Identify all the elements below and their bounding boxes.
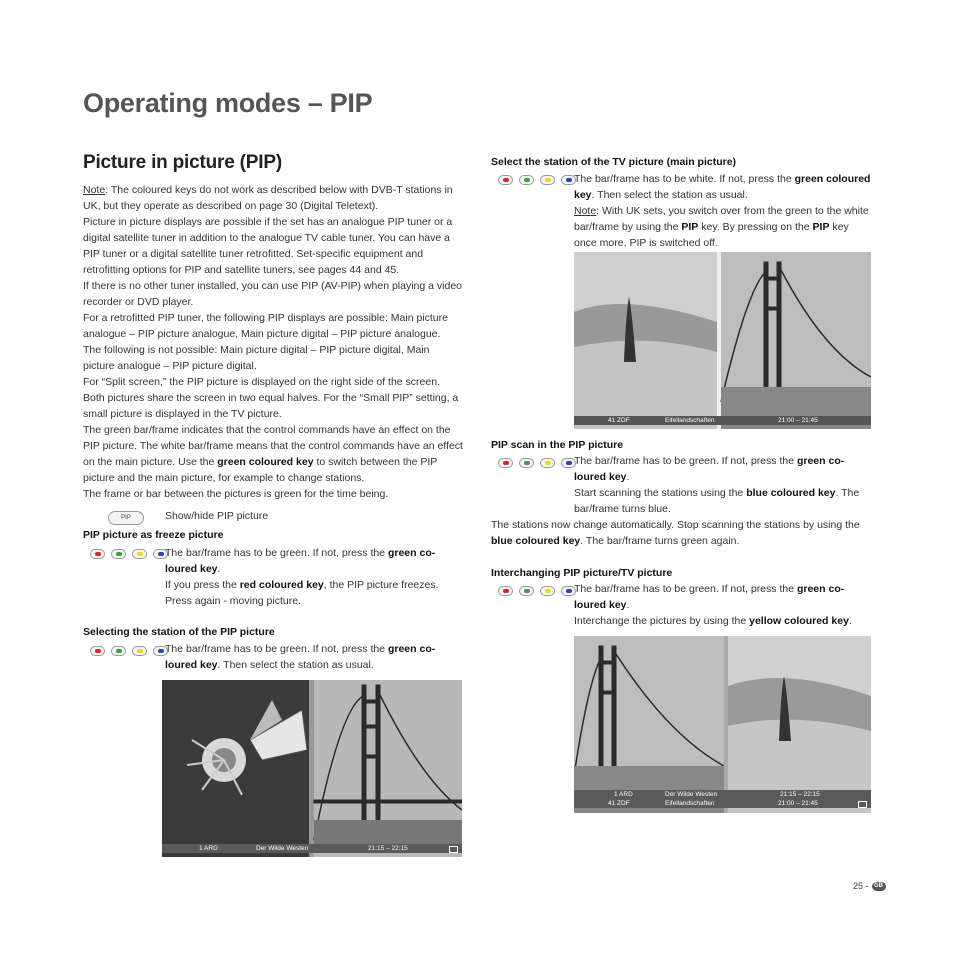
page-title: Operating modes – PIP bbox=[83, 88, 373, 118]
tv-1c: . Then select the station as usual. bbox=[591, 189, 748, 201]
red-key-icon bbox=[498, 458, 513, 468]
red-key-icon bbox=[498, 586, 513, 596]
inter-2c: . bbox=[848, 615, 852, 627]
bar1-channel: 1 ARD bbox=[199, 845, 218, 852]
bar1-program: Der Wilde Westen bbox=[256, 845, 309, 852]
scan-1a: The bar/frame has to be green. If not, press the bbox=[574, 455, 797, 467]
intro-p6a: The green bar/frame indicates that the control commands have an effect on the PIP picture. The white bar/frame means that the control commands have an effect on the main picture. Use the bbox=[83, 424, 463, 468]
inter-text bbox=[574, 581, 864, 629]
bar1-time: 21:15 – 22:15 bbox=[368, 845, 408, 852]
freeze-1c: . bbox=[217, 563, 221, 575]
tv-note-b: PIP bbox=[681, 221, 699, 233]
tv-1b: green coloured key bbox=[574, 173, 871, 201]
freeze-text bbox=[165, 545, 465, 609]
page-number bbox=[853, 881, 886, 891]
red-key-icon bbox=[90, 549, 105, 559]
select-pip-1a: The bar/frame has to be green. If not, press the bbox=[165, 643, 388, 655]
scan-1c: . bbox=[626, 471, 630, 483]
scan-2b: blue coloured key bbox=[746, 487, 836, 499]
scan-1b: green co-loured key bbox=[574, 455, 845, 483]
inter-2b: yellow coloured key bbox=[749, 615, 849, 627]
note-text: : The coloured keys do not work as described below with DVB-T stations in UK, but they operate as described on page 30 (Digital Teletext). bbox=[83, 184, 453, 212]
pip-indicator-icon bbox=[449, 846, 458, 853]
intro-p6b: green coloured key bbox=[217, 456, 314, 468]
tv-note-e: key once more, PIP is switched off. bbox=[574, 221, 849, 249]
intro-p6c: to switch between the PIP picture and the main picture, for example to change stations. bbox=[83, 456, 438, 484]
tv-note-c: key. By pressing on the bbox=[698, 221, 813, 233]
colour-keys-select-pip bbox=[90, 646, 168, 656]
pip-key-desc: Show/hide PIP picture bbox=[165, 510, 269, 522]
scan-3b: blue coloured key bbox=[491, 535, 581, 547]
tv-screen-split-1 bbox=[162, 680, 462, 857]
tv-note-d: PIP bbox=[812, 221, 830, 233]
freeze-2a: If you press the bbox=[165, 579, 240, 591]
scan-text-2 bbox=[491, 517, 871, 549]
scan-3c: . The bar/frame turns green again. bbox=[580, 535, 740, 547]
select-pip-1b: green co-loured key bbox=[165, 643, 436, 671]
bar3-channel: 1 ARD bbox=[614, 791, 633, 798]
intro-p1: Picture in picture displays are possible if the set has an analogue PIP tuner or a digital satellite tuner in addition to the analogue TV cable tuner. You can have a PIP tuner or a digital satellite tuner retrofitted. Set-specific equipment and retrofitting options for PIP and satellite tuners, see pages 44 and 45. bbox=[83, 216, 453, 276]
page-number-text: 25 - bbox=[853, 881, 869, 891]
green-key-icon bbox=[111, 549, 126, 559]
gb-badge-icon: GB bbox=[872, 882, 886, 891]
pip-indicator-icon bbox=[858, 801, 867, 808]
green-key-icon bbox=[519, 586, 534, 596]
inter-1c: . bbox=[626, 599, 630, 611]
screen-image-3 bbox=[574, 636, 871, 813]
yellow-key-icon bbox=[132, 549, 147, 559]
bar2-time: 21:00 – 21:45 bbox=[778, 417, 818, 424]
yellow-key-icon bbox=[132, 646, 147, 656]
select-tv-text bbox=[574, 171, 874, 251]
bar4-channel: 41 ZDF bbox=[608, 800, 630, 807]
intro-p2: If there is no other tuner installed, you can use PIP (AV-PIP) when playing a video recorder or DVD player. bbox=[83, 280, 462, 308]
scan-text bbox=[574, 453, 864, 517]
freeze-2b: red coloured key bbox=[239, 579, 324, 591]
inter-1a: The bar/frame has to be green. If not, press the bbox=[574, 583, 797, 595]
inter-title: Interchanging PIP picture/TV picture bbox=[491, 567, 673, 579]
freeze-2c: , the PIP picture freezes. Press again - moving picture. bbox=[165, 579, 439, 607]
select-tv-title: Select the station of the TV picture (main picture) bbox=[491, 156, 737, 168]
red-key-icon bbox=[498, 175, 513, 185]
scan-title: PIP scan in the PIP picture bbox=[491, 439, 624, 451]
tv-screen-split-2 bbox=[574, 252, 871, 429]
select-pip-title: Selecting the station of the PIP picture bbox=[83, 626, 275, 638]
green-key-icon bbox=[519, 175, 534, 185]
freeze-title: PIP picture as freeze picture bbox=[83, 529, 224, 541]
inter-1b: green co-loured key bbox=[574, 583, 845, 611]
tv-note-label: Note bbox=[574, 205, 597, 217]
bar4-time: 21:00 – 21:45 bbox=[778, 800, 818, 807]
screen-image-1 bbox=[162, 680, 462, 857]
note-label: Note bbox=[83, 184, 106, 196]
colour-keys-inter bbox=[498, 586, 576, 596]
select-pip-text bbox=[165, 641, 445, 673]
status-bar-1 bbox=[162, 844, 462, 853]
intro-p3: For a retrofitted PIP tuner, the following PIP displays are possible: Main picture analogue – PIP picture analogue, Main picture digital – PIP picture analogue. bbox=[83, 312, 448, 340]
colour-keys-select-tv bbox=[498, 175, 576, 185]
freeze-1a: The bar/frame has to be green. If not, press the bbox=[165, 547, 388, 559]
intro-p4: The following is not possible: Main picture digital – PIP picture digital, Main picture analogue – PIP picture digital. bbox=[83, 344, 430, 372]
yellow-key-icon bbox=[540, 175, 555, 185]
intro-p7: The frame or bar between the pictures is green for the time being. bbox=[83, 488, 389, 500]
scan-2c: . The bar/frame turns blue. bbox=[574, 487, 860, 515]
yellow-key-icon bbox=[540, 458, 555, 468]
section-title: Picture in picture (PIP) bbox=[83, 152, 282, 173]
select-pip-1c: . Then select the station as usual. bbox=[217, 659, 374, 671]
tv-1a: The bar/frame has to be white. If not, press the bbox=[574, 173, 795, 185]
yellow-key-icon bbox=[540, 586, 555, 596]
bar4-program: Eifellandschaften bbox=[665, 800, 715, 807]
left-intro bbox=[83, 182, 463, 502]
bar2-channel: 41 ZDF bbox=[608, 417, 630, 424]
pip-key-icon: PIP bbox=[108, 511, 144, 525]
scan-3a: The stations now change automatically. Stop scanning the stations by using the bbox=[491, 519, 860, 531]
scan-2a: Start scanning the stations using the bbox=[574, 487, 747, 499]
colour-keys-scan bbox=[498, 458, 576, 468]
status-bar-2 bbox=[574, 416, 871, 425]
green-key-icon bbox=[519, 458, 534, 468]
red-key-icon bbox=[90, 646, 105, 656]
bar3-program: Der Wilde Westen bbox=[665, 791, 718, 798]
green-key-icon bbox=[111, 646, 126, 656]
tv-note-a: : With UK sets, you switch over from the green to the white bar/frame by using the bbox=[574, 205, 869, 233]
intro-p5: For “Split screen,” the PIP picture is displayed on the right side of the screen. Both pictures share the screen in two equal halves. For the “Small PIP” setting, a small picture is displayed in the TV picture. bbox=[83, 376, 459, 420]
screen-image-2 bbox=[574, 252, 871, 429]
tv-screen-split-3 bbox=[574, 636, 871, 813]
status-bar-4 bbox=[574, 799, 871, 808]
freeze-1b: green co-loured key bbox=[165, 547, 436, 575]
status-bar-3 bbox=[574, 790, 871, 799]
colour-keys-freeze bbox=[90, 549, 168, 559]
bar3-time: 21:15 – 22:15 bbox=[780, 791, 820, 798]
inter-2a: Interchange the pictures by using the bbox=[574, 615, 750, 627]
bar2-program: Eifellandschaften bbox=[665, 417, 715, 424]
